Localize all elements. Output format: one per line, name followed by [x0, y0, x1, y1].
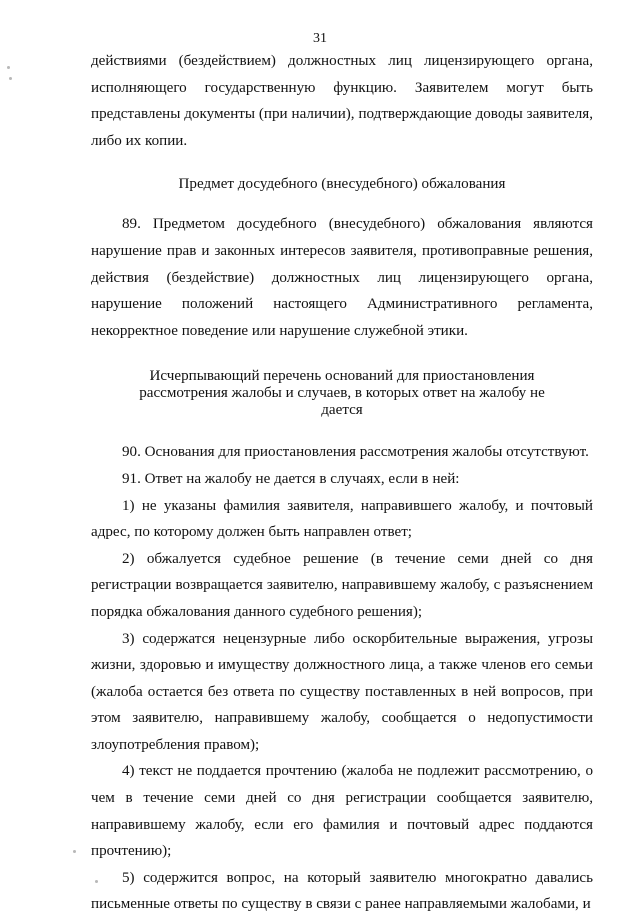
- page-number: 31: [313, 31, 327, 46]
- scan-speck: [73, 850, 76, 853]
- list-item-3: 3) содержатся нецензурные либо оскорбительные выражения, угрозы жизни, здоровью и имуществу должностного лица, а также членов его семьи (жалоба остается без ответа по существу поставленных в ней вопросов, при этом заявителю, направившему жалобу, сообщается о недопустимости злоупотребления правом);: [91, 630, 593, 753]
- paragraph-continuation: действиями (бездействием) должностных лиц лицензирующего органа, исполняющего государственную функцию. Заявителем могут быть представлены документы (при наличии), подтверждающие доводы заявителя, либо их копии.: [91, 53, 593, 149]
- scan-speck: [9, 77, 12, 80]
- list-item-4: 4) текст не поддается прочтению (жалоба не подлежит рассмотрению, о чем в течение семи дней со дня регистрации сообщается заявителю, направившему жалобу, если его фамилия и почтовый адрес поддаются прочтению);: [91, 763, 593, 860]
- paragraph-89: 89. Предметом досудебного (внесудебного) обжалования являются нарушение прав и законных интересов заявителя, противоправные решения, действия (бездействие) должностных лиц лицензирующего органа, нарушение положений настоящего Административного регламента, некорректное поведение или нарушение служебной этики.: [91, 216, 593, 339]
- list-item-1: 1) не указаны фамилия заявителя, направившего жалобу, и почтовый адрес, по которому должен быть направлен ответ;: [91, 497, 593, 541]
- list-item-5: 5) содержится вопрос, на который заявителю многократно давались письменные ответы по существу в связи с ранее направляемыми жалобами, и: [91, 869, 593, 913]
- section-heading-appeal-subject: Предмет досудебного (внесудебного) обжалования: [178, 176, 506, 193]
- section-heading-grounds: Исчерпывающий перечень оснований для приостановления рассмотрения жалобы и случаев, в которых ответ на жалобу не дается: [139, 368, 545, 419]
- scan-speck: [7, 66, 10, 69]
- scan-speck: [95, 880, 98, 883]
- document-body: [91, 48, 593, 918]
- list-item-2: 2) обжалуется судебное решение (в течение семи дней со дня регистрации возвращается заявителю, направившему жалобу, с разъяснением порядка обжалования данного судебного решения);: [91, 550, 593, 620]
- paragraph-91: 91. Ответ на жалобу не дается в случаях, если в ней:: [122, 470, 460, 487]
- paragraph-90: 90. Основания для приостановления рассмотрения жалобы отсутствуют.: [122, 444, 589, 461]
